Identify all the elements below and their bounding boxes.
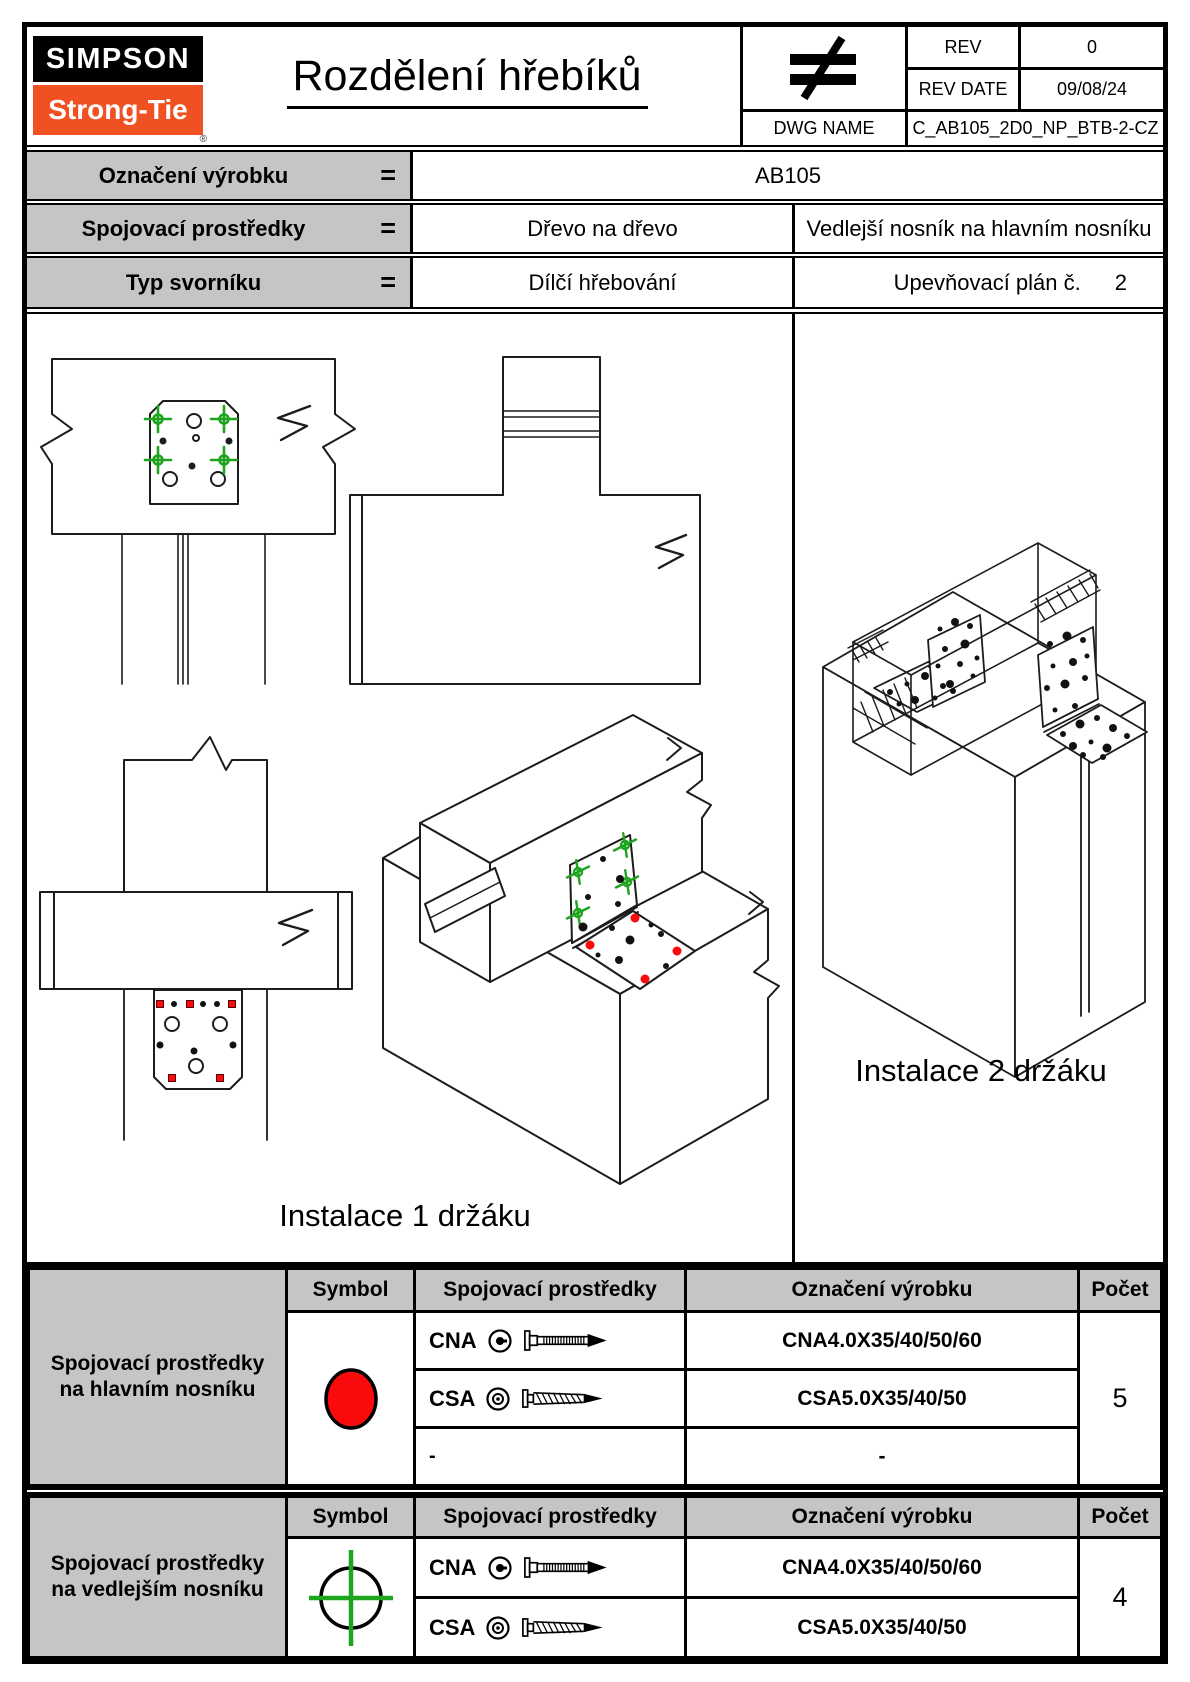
not-equal-icon <box>743 27 905 109</box>
product-code: - <box>687 1429 1077 1484</box>
fastener-code: CSA <box>429 1614 476 1640</box>
rev-value: 0 <box>1021 27 1163 67</box>
wood-screw-icon <box>521 1615 616 1640</box>
fastener-header: Spojovací prostředky <box>416 1270 684 1310</box>
simpson-strongtie-logo <box>33 36 207 145</box>
count-value: 5 <box>1080 1313 1160 1484</box>
symbol-header: Symbol <box>288 1498 413 1536</box>
caption-installation-2: Instalace 2 držáku <box>855 1053 1107 1088</box>
screw-head-icon <box>485 1386 511 1412</box>
product-code: CSA5.0X35/40/50 <box>687 1599 1077 1656</box>
product-code: CNA4.0X35/40/50/60 <box>687 1539 1077 1596</box>
title-block <box>740 27 1163 145</box>
fasteners-value: Dřevo na dřevo <box>527 215 678 241</box>
fastener-code: - <box>416 1429 684 1484</box>
connection-type-value: Vedlejší nosník na hlavním nosníku <box>806 215 1152 241</box>
product-header: Označení výrobku <box>687 1498 1077 1536</box>
fixing-plan-number: 2 <box>1114 269 1127 295</box>
info-row-bolt-type: Typ svorníku = Dílčí hřebování Upevňovací plán č. 2 <box>27 258 1163 307</box>
separator <box>27 145 1163 152</box>
product-value: AB105 <box>754 162 822 188</box>
red-circle-symbol-icon <box>288 1313 413 1484</box>
logo-simpson: SIMPSON <box>33 36 203 82</box>
rev-label: REV <box>908 27 1018 67</box>
fastener-code: CNA <box>429 1327 477 1353</box>
installation-1-drawing <box>27 314 792 1262</box>
table2-row-label: Spojovací prostředky na vedlejším nosníku <box>30 1498 285 1656</box>
fixing-plan-label: Upevňovací plán č. <box>893 269 1081 295</box>
break-symbol <box>656 535 686 568</box>
bolt-type-label: Typ svorníku <box>125 269 262 295</box>
nail-head-icon <box>487 1555 513 1581</box>
dwg-name-value: C_AB105_2D0_NP_BTB-2-CZ <box>908 112 1163 145</box>
product-code: CNA4.0X35/40/50/60 <box>687 1313 1077 1368</box>
ring-shank-nail-icon <box>523 1328 618 1353</box>
count-header: Počet <box>1080 1270 1160 1310</box>
registered-mark: ® <box>199 134 207 145</box>
fastener-code: CSA <box>429 1385 476 1411</box>
fastener-header: Spojovací prostředky <box>416 1498 684 1536</box>
dwg-name-label: DWG NAME <box>743 112 905 145</box>
nail-head-icon <box>487 1328 513 1354</box>
info-row-product <box>27 152 1163 199</box>
secondary-beam-fastener-table <box>27 1495 1163 1659</box>
product-code: CSA5.0X35/40/50 <box>687 1371 1077 1426</box>
rev-date-value: 09/08/24 <box>1021 70 1163 109</box>
break-symbol <box>279 910 312 945</box>
nailing-type-value: Dílčí hřebování <box>528 269 677 295</box>
fastener-code: CNA <box>429 1554 477 1580</box>
equals-sign: = <box>380 160 396 190</box>
wood-screw-icon <box>521 1386 616 1411</box>
main-beam-fastener-table <box>27 1267 1163 1487</box>
info-row-fasteners: Spojovací prostředky = Dřevo na dřevo Vedlejší nosník na hlavním nosníku <box>27 205 1163 252</box>
rev-date-label: REV DATE <box>908 70 1018 109</box>
sheet-title: Rozdělení hřebíků <box>207 52 727 109</box>
product-header: Označení výrobku <box>687 1270 1077 1310</box>
installation-2-drawing <box>795 314 1163 1262</box>
ring-shank-nail-icon <box>523 1555 618 1580</box>
logo-strongtie: Strong-Tie <box>33 85 203 135</box>
symbol-header: Symbol <box>288 1270 413 1310</box>
count-value: 4 <box>1080 1539 1160 1656</box>
product-label: Označení výrobku <box>98 162 289 188</box>
caption-installation-1: Instalace 1 držáku <box>279 1198 531 1233</box>
break-symbol <box>278 406 310 440</box>
count-header: Počet <box>1080 1498 1160 1536</box>
table1-row-label: Spojovací prostředky na hlavním nosníku <box>30 1270 285 1484</box>
screw-head-icon <box>485 1615 511 1641</box>
not-equal-icon <box>776 34 872 102</box>
green-crosshair-symbol-icon <box>288 1539 413 1656</box>
fasteners-label: Spojovací prostředky <box>81 215 306 241</box>
drawing-area <box>27 314 1163 1262</box>
